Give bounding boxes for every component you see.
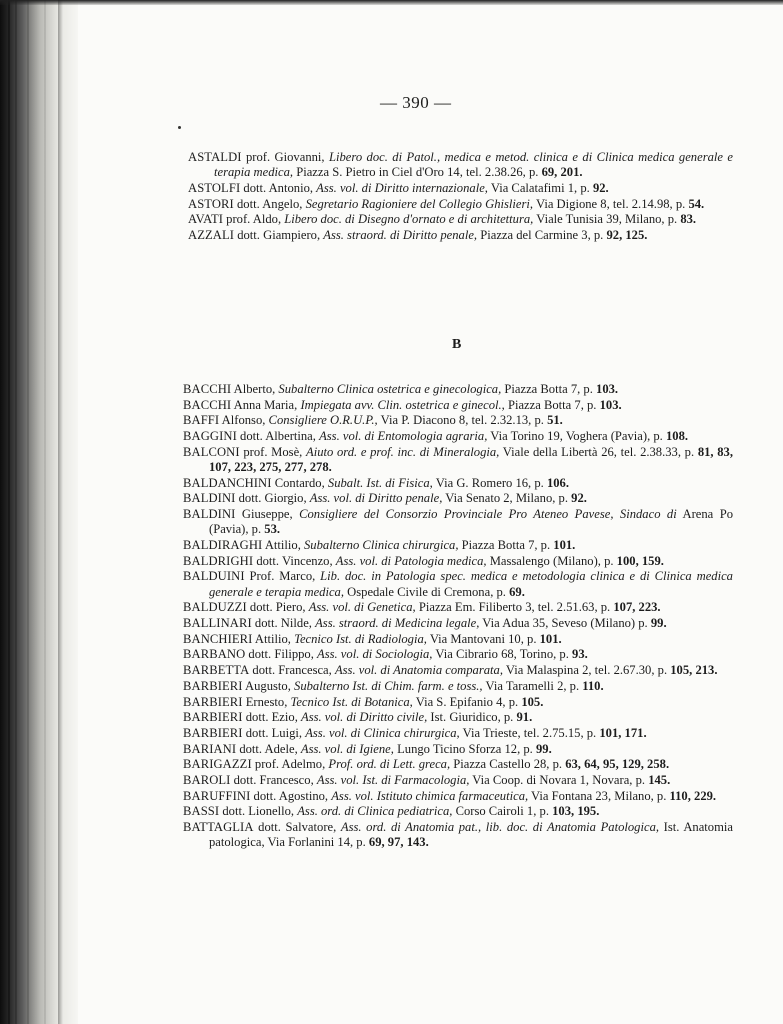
entry-address: Via S. Epifanio 4, p. [412, 694, 522, 709]
entry-address: Piazza S. Pietro in Ciel d'Oro 14, tel. 2.38.26, p. [293, 165, 542, 180]
entry-pages: 105. [521, 694, 544, 709]
entry-role: Consigliere O.R.U.P., [268, 413, 378, 428]
index-entry [183, 632, 733, 647]
entry-surname: BALDANCHINI [183, 475, 272, 490]
entry-name: Augusto, [242, 678, 295, 693]
entry-pages: 93. [572, 647, 588, 662]
index-entry [183, 569, 733, 599]
entry-role: Tecnico Ist. di Botanica, [290, 694, 413, 709]
index-entry [183, 413, 733, 428]
entry-name: prof. Giovanni, [241, 150, 329, 164]
entry-surname: AVATI [188, 212, 224, 227]
entry-address: Via Calatafimi 1, p. [487, 180, 593, 195]
entry-name: dott. Albertina, [236, 429, 320, 444]
entry-name: dott. Adele, [236, 741, 301, 756]
entry-pages: 110. [582, 678, 604, 693]
entry-role: Subalterno Clinica chirurgica, [304, 538, 459, 553]
entry-name: dott. Francesca, [249, 663, 335, 678]
entry-address: Piazza Botta 7, p. [501, 382, 597, 396]
entry-pages: 53. [264, 522, 281, 537]
entry-name: dott. Agostino, [250, 788, 332, 803]
index-section-b [183, 382, 733, 851]
entry-surname: ASTOLFI [188, 180, 241, 195]
entry-pages: 92, 125. [606, 228, 648, 243]
entry-role: Ass. vol. di Anatomia comparata, [334, 663, 503, 678]
index-entry [183, 820, 733, 850]
entry-surname: BALCONI [183, 444, 240, 459]
entry-pages: 91. [516, 710, 533, 725]
book-binding-gutter [0, 0, 78, 1024]
entry-name: dott. Giorgio, [235, 491, 310, 506]
entry-role: Subalterno Ist. di Chim. farm. e toss., [294, 678, 483, 693]
entry-surname: BALLINARI [183, 616, 252, 631]
entry-surname: BALDUINI [183, 569, 245, 584]
entry-surname: BARBANO [183, 647, 246, 662]
entry-role: Ass. vol. di Igiene, [300, 741, 394, 756]
entry-address: Via Malaspina 2, tel. 2.67.30, p. [502, 663, 671, 678]
index-entry [183, 773, 733, 788]
index-entry [183, 710, 733, 725]
index-entry [188, 181, 733, 196]
entry-pages: 54. [688, 196, 705, 211]
entry-surname: BARIGAZZI [183, 757, 252, 772]
entry-address: Piazza Botta 7, p. [504, 397, 600, 412]
entry-surname: BALDIRAGHI [183, 538, 263, 553]
entry-role: Ass. vol. di Clinica chirurgica, [305, 725, 460, 740]
entry-pages: 92. [571, 491, 587, 506]
entry-pages: 103, 195. [552, 804, 600, 819]
index-entry [183, 616, 733, 631]
entry-role: Subalt. Ist. di Fisica, [327, 475, 433, 490]
entry-role: Libero doc. di Disegno d'ornato e di architettura, [284, 212, 534, 227]
entry-pages: 103. [596, 382, 619, 396]
entry-surname: BALDINI [183, 507, 236, 522]
index-entry [183, 600, 733, 615]
entry-role: Tecnico Ist. di Radiologia, [294, 631, 427, 646]
entry-pages: 106. [546, 475, 569, 490]
entry-address: Piazza Botta 7, p. [458, 538, 554, 553]
entry-surname: BALDINI [183, 491, 236, 506]
entry-surname: BALDRIGHI [183, 553, 254, 568]
index-entry [183, 445, 733, 475]
entry-pages: 103. [599, 397, 622, 412]
entry-role: Prof. ord. di Lett. greca, [328, 757, 451, 772]
index-entry [183, 507, 733, 537]
index-entry [183, 398, 733, 413]
section-heading: B [452, 337, 462, 352]
index-entry [188, 150, 733, 180]
page-number: — 390 — [380, 93, 452, 112]
entry-role: Ass. ord. di Anatomia pat., lib. doc. di Anatomia Patologica, [340, 820, 660, 835]
index-entry [188, 197, 733, 212]
entry-address: Lungo Ticino Sforza 12, p. [393, 741, 536, 756]
index-entry [188, 228, 733, 243]
entry-surname: BASSI [183, 804, 220, 819]
entry-surname: ASTALDI [188, 150, 242, 164]
index-entry [183, 757, 733, 772]
entry-role: Libero doc. di Patol., medica e metod. clinica e di Clinica medica generale e terapia medica, [214, 150, 733, 180]
entry-surname: BARIANI [183, 741, 237, 756]
index-entry [183, 679, 733, 694]
entry-role: Ass. vol. di Sociologia, [317, 647, 433, 662]
entry-role: Ass. vol. di Diritto penale, [309, 491, 443, 506]
entry-address: Ospedale Civile di Cremona, p. [344, 584, 510, 599]
entry-name: dott. Francesco, [230, 773, 317, 788]
entry-address: Via Senato 2, Milano, p. [442, 491, 572, 506]
entry-role: Ass. vol. Istituto chimica farmaceutica, [331, 788, 529, 803]
entry-address: Via Torino 19, Voghera (Pavia), p. [487, 429, 666, 444]
entry-name: dott. Piero, [246, 600, 309, 615]
entry-address: Piazza del Carmine 3, p. [477, 228, 607, 243]
entry-address: Via Cibrario 68, Torino, p. [432, 647, 573, 662]
entry-surname: BALDUZZI [183, 600, 247, 615]
entry-surname: ASTORI [188, 196, 234, 211]
entry-pages: 69, 201. [541, 165, 583, 180]
entry-surname: AZZALI [188, 228, 235, 243]
entry-address: Viale della Libertà 26, tel. 2.38.33, p. [499, 444, 698, 459]
entry-address: Via Adua 35, Seveso (Milano) p. [479, 616, 651, 631]
entry-name: dott. Angelo, [233, 196, 306, 211]
index-entry [183, 429, 733, 444]
entry-pages: 105, 213. [670, 663, 718, 678]
entry-name: dott. Antonio, [240, 180, 317, 195]
entry-pages: 83. [680, 212, 697, 227]
entry-name: Contardo, [271, 475, 328, 490]
index-entry [183, 382, 733, 397]
entry-pages: 81, 83, 107, 223, 275, 277, 278. [209, 444, 734, 475]
entry-role: Ass. vol. di Diritto internazionale, [316, 180, 488, 195]
entry-surname: BARUFFINI [183, 788, 251, 803]
entry-name: Anna Maria, [231, 397, 301, 412]
index-section-a [188, 150, 733, 244]
entry-address: Viale Tunisia 39, Milano, p. [533, 212, 681, 227]
entry-name: Giuseppe, [235, 507, 300, 522]
entry-surname: BARBETTA [183, 663, 250, 678]
entry-name: prof. Aldo, [223, 212, 285, 227]
entry-address: Via Digione 8, tel. 2.14.98, p. [533, 196, 689, 211]
entry-address: Via Coop. di Novara 1, Novara, p. [469, 773, 649, 788]
index-entry [183, 491, 733, 506]
entry-role: Ass. ord. di Clinica pediatrica, [297, 804, 453, 819]
entry-address: Via Fontana 23, Milano, p. [528, 788, 670, 803]
entry-pages: 107, 223. [613, 600, 661, 615]
entry-surname: BARBIERI [183, 710, 243, 725]
index-entry [183, 554, 733, 569]
entry-pages: 108. [665, 429, 689, 444]
entry-role: Subalterno Clinica ostetrica e ginecologica, [278, 382, 502, 396]
entry-name: dott. Nilde, [251, 616, 316, 631]
entry-surname: BACCHI [183, 382, 232, 396]
entry-name: Alberto, [231, 382, 279, 396]
entry-pages: 101. [553, 538, 576, 553]
entry-address: Ist. Giuridico, p. [427, 710, 517, 725]
entry-pages: 69, 97, 143. [368, 835, 429, 850]
entry-surname: BAFFI [183, 413, 220, 428]
entry-pages: 99. [650, 616, 667, 631]
entry-pages: 110, 229. [669, 788, 717, 803]
index-entry [183, 804, 733, 819]
entry-pages: 100, 159. [616, 553, 664, 568]
entry-role: Ass. vol. di Genetica, [308, 600, 416, 615]
entry-role: Impiegata avv. Clin. ostetrica e ginecol., [300, 397, 505, 412]
entry-surname: BACCHI [183, 397, 232, 412]
entry-address: Piazza Castello 28, p. [450, 757, 566, 772]
index-entry [183, 789, 733, 804]
entry-pages: 101. [539, 631, 562, 646]
entry-surname: BARBIERI [183, 678, 243, 693]
entry-name: Alfonso, [219, 413, 269, 428]
entry-address: Via G. Romero 16, p. [432, 475, 547, 490]
entry-name: dott. Salvatore, [253, 820, 341, 835]
index-entry [183, 663, 733, 678]
entry-address: Corso Cairoli 1, p. [452, 804, 553, 819]
entry-name: dott. Giampiero, [234, 228, 324, 243]
entry-pages: 69. [509, 584, 525, 599]
entry-name: dott. Ezio, [242, 710, 301, 725]
entry-address: Via P. Diacono 8, tel. 2.32.13, p. [377, 413, 548, 428]
entry-role: Aiuto ord. e prof. inc. di Mineralogia, [306, 444, 500, 459]
entry-role: Segretario Ragioniere del Collegio Ghislieri, [305, 196, 534, 211]
entry-address: Via Mantovani 10, p. [426, 631, 540, 646]
page-top-edge [0, 0, 783, 5]
entry-address: Via Trieste, tel. 2.75.15, p. [459, 725, 600, 740]
stray-mark [178, 126, 181, 129]
index-entry [183, 695, 733, 710]
entry-name: Prof. Marco, [244, 569, 321, 584]
entry-role: Ass. vol. di Patologia medica, [335, 553, 487, 568]
entry-address: Ist. Anatomia patologica, Via Forlanini 14, p. [209, 820, 733, 850]
entry-address: Via Taramelli 2, p. [482, 678, 583, 693]
entry-pages: 99. [535, 741, 552, 756]
index-entry [183, 538, 733, 553]
index-entry [188, 212, 733, 227]
entry-name: dott. Filippo, [245, 647, 318, 662]
entry-pages: 63, 64, 95, 129, 258. [565, 757, 670, 772]
entry-role: Consigliere del Consorzio Provinciale Pro Ateneo Pavese, Sindaco di [299, 507, 677, 522]
entry-surname: BARBIERI [183, 694, 243, 709]
entry-name: prof. Adelmo, [251, 757, 329, 772]
index-entry [183, 742, 733, 757]
entry-role: Ass. vol. di Entomologia agraria, [319, 429, 488, 444]
entry-role: Ass. vol. di Diritto civile, [301, 710, 428, 725]
entry-role: Ass. vol. Ist. di Farmacologia, [316, 773, 470, 788]
entry-name: dott. Vincenzo, [253, 553, 336, 568]
entry-name: Ernesto, [242, 694, 291, 709]
entry-pages: 92. [592, 180, 609, 195]
entry-surname: BATTAGLIA [183, 820, 254, 835]
entry-role: Lib. doc. in Patologia spec. medica e metodologia clinica e di Clinica medica generale e terapia medica, [209, 569, 733, 599]
index-entry [183, 476, 733, 491]
entry-surname: BAGGINI [183, 429, 237, 444]
entry-surname: BAROLI [183, 773, 231, 788]
entry-name: Attilio, [252, 631, 295, 646]
entry-surname: BARBIERI [183, 725, 243, 740]
entry-surname: BANCHIERI [183, 631, 253, 646]
entry-pages: 145. [648, 773, 671, 788]
index-entry [183, 726, 733, 741]
entry-name: Attilio, [262, 538, 304, 553]
entry-pages: 101, 171. [599, 725, 647, 740]
entry-name: dott. Luigi, [242, 725, 306, 740]
entry-address: Piazza Em. Filiberto 3, tel. 2.51.63, p. [415, 600, 614, 615]
entry-role: Ass. straord. di Medicina legale, [315, 616, 480, 631]
entry-address: Massalengo (Milano), p. [486, 553, 617, 568]
entry-role: Ass. straord. di Diritto penale, [323, 228, 478, 243]
index-entry [183, 647, 733, 662]
entry-address: Arena Po (Pavia), p. [209, 507, 733, 537]
entry-name: dott. Lionello, [219, 804, 298, 819]
entry-pages: 51. [547, 413, 563, 428]
entry-name: prof. Mosè, [239, 444, 307, 459]
